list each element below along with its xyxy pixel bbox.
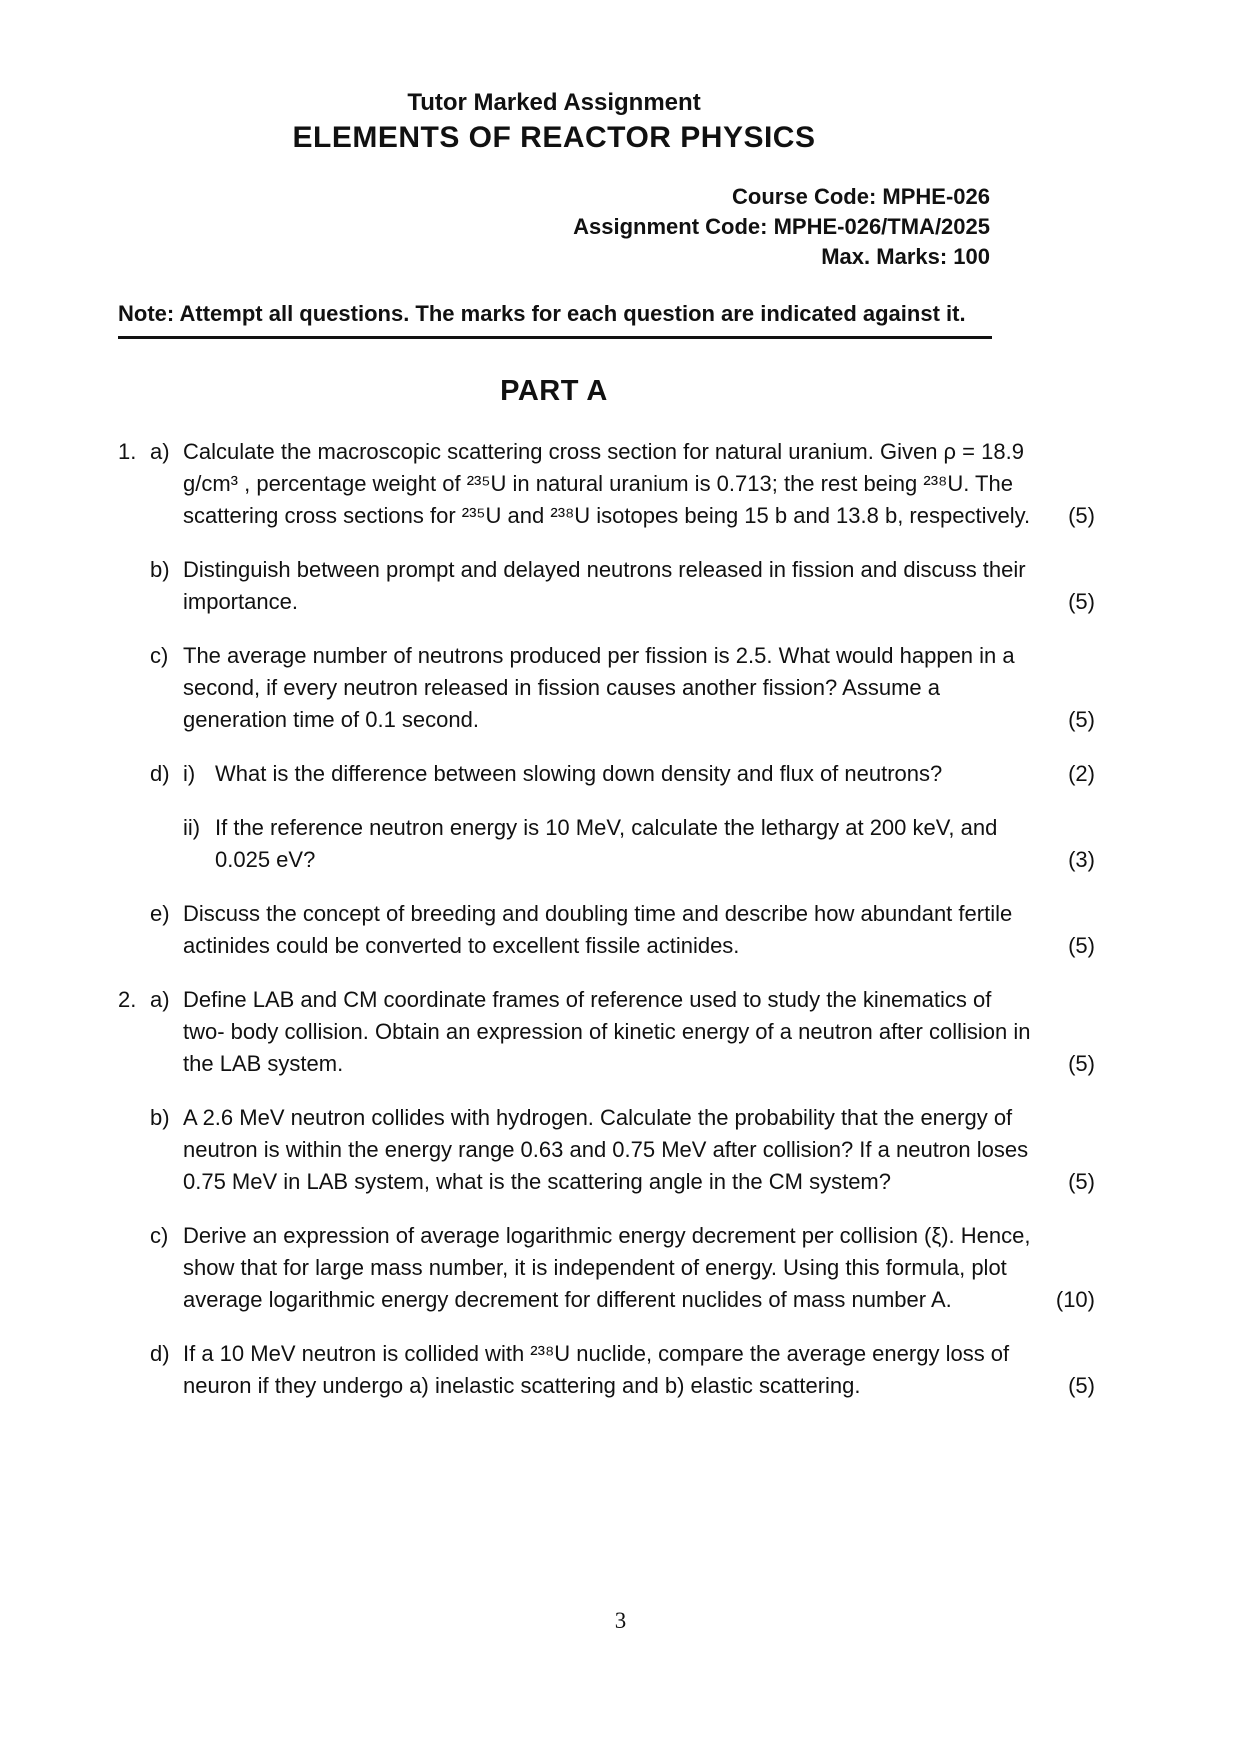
question-number — [118, 1338, 150, 1402]
question-number — [118, 1220, 150, 1316]
part-letter — [150, 812, 183, 876]
part-marks: (5) — [1068, 1051, 1095, 1076]
question-2a — [118, 984, 1095, 1080]
question-number — [118, 554, 150, 618]
assignment-code: Assignment Code: MPHE-026/TMA/2025 — [573, 214, 990, 239]
part-marks: (5) — [1068, 707, 1095, 732]
question-2c — [118, 1220, 1095, 1316]
part-text — [183, 758, 1035, 790]
part-marks: (5) — [1068, 1373, 1095, 1398]
part-marks: (2) — [1068, 761, 1095, 786]
subpart-label: i) — [183, 761, 196, 786]
part-letter: e) — [150, 901, 170, 926]
subpart-text: If the reference neutron energy is 10 MeV, calculate the lethargy at 200 keV, and 0.025 eV? — [215, 815, 998, 872]
part-marks: (5) — [1068, 503, 1095, 528]
part-text: A 2.6 MeV neutron collides with hydrogen. Calculate the probability that the energy of neutron is within the energy range 0.63 and 0.75 MeV after collision? If a neutron loses 0.75 MeV in LAB system, what is the scattering angle in the CM system? — [183, 1105, 1029, 1194]
assignment-title: Tutor Marked Assignment — [407, 89, 701, 116]
page-number: 3 — [614, 1608, 627, 1633]
part-text: Distinguish between prompt and delayed neutrons released in fission and discuss their importance. — [183, 557, 1026, 614]
meta-block — [118, 182, 990, 272]
part-letter: b) — [150, 557, 170, 582]
question-number — [118, 898, 150, 962]
part-text: Calculate the macroscopic scattering cross section for natural uranium. Given ρ = 18.9 g/cm³ , percentage weight of ²³⁵U in natural uranium is 0.713; the rest being ²³⁸U. The scattering cross sections for ²³⁵U and ²³⁸U isotopes being 15 b and 13.8 b, respectively. — [183, 439, 1031, 528]
part-text: Derive an expression of average logarithmic energy decrement per collision (ξ). Hence, show that for large mass number, it is independent of energy. Using this formula, plot average logarithmic energy decrement for different nuclides of mass number A. — [183, 1223, 1031, 1312]
question-number — [118, 1102, 150, 1198]
part-letter: c) — [150, 1223, 169, 1248]
max-marks: Max. Marks: 100 — [821, 244, 990, 269]
question-1d-i — [118, 758, 1095, 790]
question-1d-ii — [118, 812, 1095, 876]
subpart-label: ii) — [183, 815, 201, 840]
part-marks: (5) — [1068, 933, 1095, 958]
part-a-heading: PART A — [500, 375, 608, 407]
part-letter: b) — [150, 1105, 170, 1130]
course-title: ELEMENTS OF REACTOR PHYSICS — [292, 121, 816, 154]
question-number: 1. — [118, 439, 137, 464]
part-text: The average number of neutrons produced per fission is 2.5. What would happen in a second, if every neutron released in fission causes another fission? Assume a generation time of 0.1 second. — [183, 643, 1015, 732]
part-letter: c) — [150, 643, 169, 668]
question-number — [118, 640, 150, 736]
title-block — [118, 88, 990, 158]
question-1e — [118, 898, 1095, 962]
part-marks: (10) — [1055, 1287, 1095, 1312]
question-1b — [118, 554, 1095, 618]
part-letter: d) — [150, 761, 170, 786]
part-marks: (3) — [1068, 847, 1095, 872]
part-text — [183, 812, 1035, 876]
question-1a — [118, 436, 1095, 532]
question-number — [118, 758, 150, 790]
question-1c — [118, 640, 1095, 736]
part-letter: a) — [150, 987, 170, 1012]
question-2d — [118, 1338, 1095, 1402]
course-code: Course Code: MPHE-026 — [732, 184, 990, 209]
question-number — [118, 812, 150, 876]
part-marks: (5) — [1068, 589, 1095, 614]
question-2b — [118, 1102, 1095, 1198]
part-text: Discuss the concept of breeding and doubling time and describe how abundant fertile actinides could be converted to excellent fissile actinides. — [183, 901, 1013, 958]
question-number: 2. — [118, 987, 137, 1012]
note-line: Note: Attempt all questions. The marks for each question are indicated against it. — [118, 300, 992, 339]
part-text: If a 10 MeV neutron is collided with ²³⁸U nuclide, compare the average energy loss of neuron if they undergo a) inelastic scattering and b) elastic scattering. — [183, 1341, 1010, 1398]
part-text: Define LAB and CM coordinate frames of reference used to study the kinematics of two- body collision. Obtain an expression of kinetic energy of a neutron after collision in the LAB system. — [183, 987, 1031, 1076]
part-letter: a) — [150, 439, 170, 464]
subpart-text: What is the difference between slowing down density and flux of neutrons? — [215, 761, 943, 786]
part-letter: d) — [150, 1341, 170, 1366]
part-marks: (5) — [1068, 1169, 1095, 1194]
